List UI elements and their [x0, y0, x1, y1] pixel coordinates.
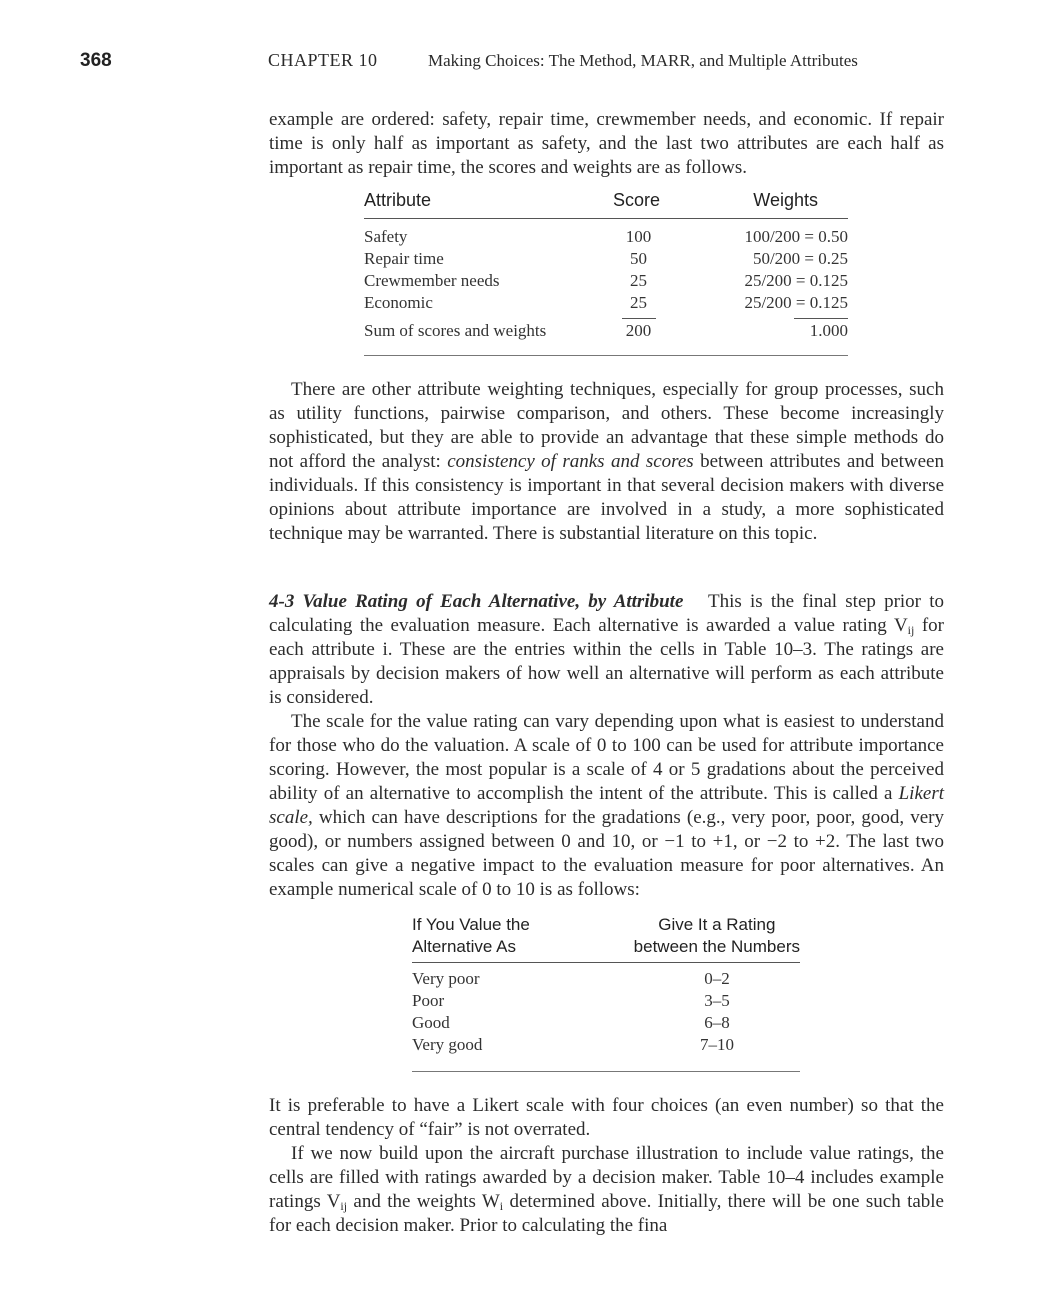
table-bottom-rule [364, 343, 848, 356]
weights-table [364, 190, 848, 356]
paragraph-text: If we now build upon the aircraft purchase illustration to include value ratings, the cells are filled with ratings awarded by a decision maker. Table 10–4 includes example ratings V [269, 1143, 944, 1212]
paragraph-text: between attributes and between individuals. If this consistency is important in that several decision makers with diverse opinions about attribute importance are involved in a study, a more sophisticated technique may be warranted. There is substantial literature on this topic. [269, 451, 944, 544]
likert-table-header [412, 912, 800, 963]
sum-weight-rule [794, 318, 848, 319]
header-score: Score [612, 190, 661, 210]
emphasis-text: Likert scale, [269, 783, 944, 828]
header-line: between the Numbers [633, 937, 800, 956]
table-row [364, 249, 848, 271]
table-row [364, 271, 848, 293]
rating-cell: 3–5 [704, 991, 730, 1010]
sum-score: 200 [625, 321, 652, 340]
paragraph-text: for each attribute i. These are the entries within the cells in Table 10–3. The ratings are appraisals by decision makers of how well an alternative will perform as each attribute is considered. [269, 615, 944, 708]
paragraph-likert-preference: It is preferable to have a Likert scale with four choices (an even number) so that the central tendency of “fair” is not overrated. [269, 1095, 944, 1140]
weight-cell: 25/200 = 0.125 [744, 271, 848, 290]
paragraph-value-rating [269, 590, 944, 710]
sum-weight: 1.000 [809, 321, 848, 340]
attribute-cell: Safety [364, 227, 408, 246]
paragraph-text: There are other attribute weighting techniques, especially for group processes, such as utility functions, pairwise comparison, and others. These become increasingly sophisticated, but they are able to provide an advantage that these simple methods do not afford the analyst: [269, 379, 944, 472]
sum-row [364, 321, 848, 343]
score-cell: 100 [625, 227, 652, 246]
paragraph-text: and the weights W [347, 1191, 500, 1212]
score-cell: 25 [630, 271, 647, 290]
header-attribute: Attribute [364, 190, 432, 210]
value-cell: Good [412, 1013, 450, 1032]
subscript: ij [907, 623, 915, 637]
paragraph-intro: example are ordered: safety, repair time, crewmember needs, and economic. If repair time is only half as important as safety, and the last two attributes are each half as important as repair time, the scores and weights are as follows. [269, 109, 944, 178]
value-cell: Very good [412, 1035, 483, 1054]
attribute-cell: Economic [364, 293, 433, 312]
rating-cell: 0–2 [704, 969, 730, 988]
attribute-cell: Repair time [364, 249, 444, 268]
header-line: Alternative As [412, 937, 516, 956]
table-row [412, 969, 800, 991]
header-rating [634, 914, 800, 958]
header-line: Give It a Rating [658, 915, 776, 934]
table-row [364, 293, 848, 315]
paragraph-aircraft-illustration [269, 1142, 944, 1238]
table-bottom-rule [412, 1057, 800, 1072]
sum-score-rule [622, 318, 656, 319]
page-number: 368 [80, 50, 112, 71]
weights-table-header [364, 190, 848, 219]
table-row [364, 227, 848, 249]
table-row [412, 1013, 800, 1035]
table-row [412, 1035, 800, 1057]
header-value-as [412, 914, 530, 958]
chapter-title: Making Choices: The Method, MARR, and Multiple Attributes [428, 51, 858, 70]
paragraph-text: which can have descriptions for the gradations (e.g., very poor, poor, good, very good), or numbers assigned between 0 and 10, or −1 to +1, or −2 to +2. The last two scales can give a negative impact to the evaluation measure for poor alternatives. An example numerical scale of 0 to 10 is as follows: [269, 807, 944, 900]
weight-cell: 50/200 = 0.25 [752, 249, 848, 268]
paragraph-text: determined above. Initially, there will be one such table for each decision maker. Prior to calculating the fina [269, 1191, 944, 1236]
header-line: If You Value the [412, 915, 530, 934]
subscript: i [499, 1199, 504, 1213]
chapter-label: CHAPTER 10 [268, 50, 378, 70]
rating-cell: 7–10 [700, 1035, 734, 1054]
paragraph-scale [269, 710, 944, 902]
paragraph-text: This is the final step prior to calculating the evaluation measure. Each alternative is awarded a value rating V [269, 591, 944, 636]
section-heading: 4-3 Value Rating of Each Alternative, by Attribute [269, 591, 684, 612]
likert-table [412, 912, 800, 1072]
score-cell: 25 [630, 293, 647, 312]
subscript: ij [340, 1199, 348, 1213]
paragraph-text: The scale for the value rating can vary depending upon what is easiest to understand for those who do the valuation. A scale of 0 to 100 can be used for attribute importance scoring. However, the most popular is a scale of 4 or 5 gradations about the perceived ability of an alternative to accomplish the intent of the attribute. This is called a [269, 711, 944, 804]
attribute-cell: Crewmember needs [364, 271, 500, 290]
value-cell: Very poor [412, 969, 480, 988]
table-row [412, 991, 800, 1013]
score-cell: 50 [630, 249, 647, 268]
weight-cell: 25/200 = 0.125 [744, 293, 848, 312]
weight-cell: 100/200 = 0.50 [744, 227, 848, 246]
paragraph-weighting-techniques [269, 378, 944, 546]
rating-cell: 6–8 [704, 1013, 730, 1032]
emphasis-text: consistency of ranks and scores [447, 451, 694, 472]
header-weights: Weights [753, 190, 818, 210]
sum-label: Sum of scores and weights [364, 321, 547, 340]
value-cell: Poor [412, 991, 445, 1010]
